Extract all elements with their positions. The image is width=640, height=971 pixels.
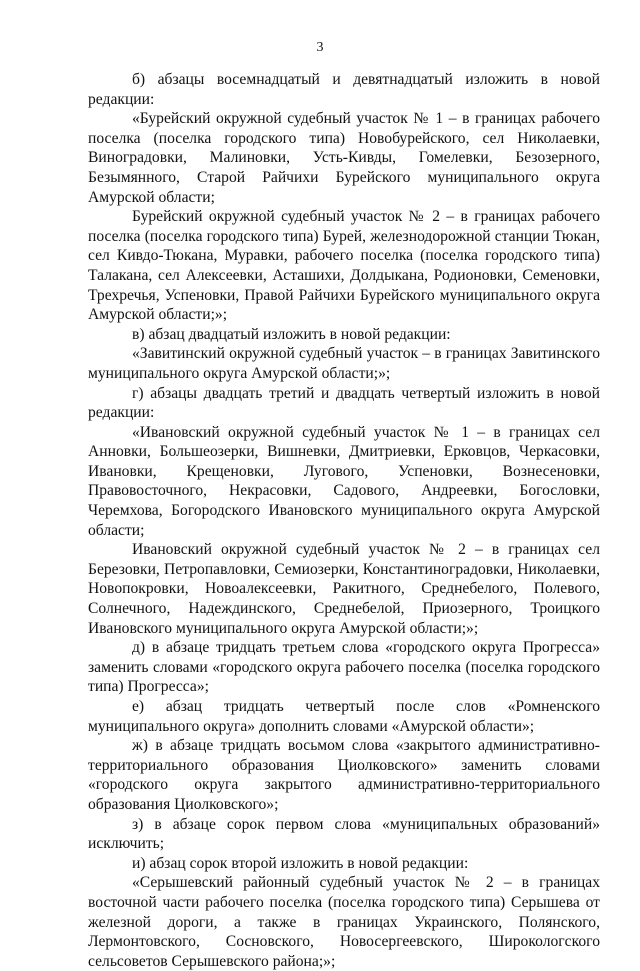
page-number: 3: [316, 40, 324, 55]
paragraph: в) абзац двадцатый изложить в новой редакции:: [132, 325, 451, 343]
paragraph: з) в абзаце сорок первом слова «муниципальных образований» исключить;: [88, 815, 600, 853]
paragraph: г) абзацы двадцать третий и двадцать четвертый изложить в новой редакции:: [88, 384, 600, 422]
paragraph: «Бурейский окружной судебный участок № 1 – в границах рабочего поселка (поселка городского типа) Новобурейского, сел Николаевки, Виноградовки, Малиновки, Усть-Кивды, Гомелевки, Безозерного, Безымянного, Старой Райчихи Бурейского муниципального округа Амурской области;: [88, 110, 600, 206]
document-body: [88, 70, 600, 971]
paragraph: б) абзацы восемнадцатый и девятнадцатый изложить в новой редакции:: [88, 71, 600, 108]
paragraph: е) абзац тридцать четвертый после слов «Ромненского муниципального округа» дополнить словами «Амурской области»;: [88, 698, 600, 735]
paragraph: «Серышевский районный судебный участок № 2 – в границах восточной части рабочего поселка (поселка городского типа) Серышева от железной дороги, а также в границах Украинского, Полянского, Лермонтовского, Сосновского, Новосергеевского, Широкологского сельсоветов Серышевского района;»;: [88, 874, 600, 970]
paragraph: «Ивановский окружной судебный участок № 1 – в границах сел Анновки, Большеозерки, Вишневки, Дмитриевки, Ерковцов, Черкасовки, Ивановки, Крещеновки, Лугового, Успеновки, Вознесеновки, Правовосточного, Некрасовки, Садового, Андреевки, Богословки, Черемхова, Богородского Ивановского муниципального округа Амурской области;: [88, 423, 600, 539]
paragraph: «Завитинский окружной судебный участок – в границах Завитинского муниципального округа Амурской области;»;: [88, 345, 600, 382]
paragraph: Ивановский окружной судебный участок № 2 – в границах сел Березовки, Петропавловки, Семиозерки, Константиноградовки, Николаевки, Новопокровки, Новоалексеевки, Ракитного, Среднебелого, Полевого, Солнечного, Надеждинского, Среднебелой, Приозерного, Троицкого Ивановского муниципального округа Амурской области;»;: [88, 541, 600, 637]
paragraph: ж) в абзаце тридцать восьмом слова «закрытого административно-территориального образования Циолковского» заменить словами «городского округа закрытого административно-территориального образования Циолковского»;: [88, 737, 600, 813]
paragraph: и) абзац сорок второй изложить в новой редакции:: [132, 854, 469, 872]
paragraph: д) в абзаце тридцать третьем слова «городского округа Прогресса» заменить словами «городского округа рабочего поселка (поселка городского типа) Прогресса»;: [88, 639, 600, 696]
paragraph: Бурейский окружной судебный участок № 2 – в границах рабочего поселка (поселка городского типа) Бурей, железнодорожной станции Тюкан, сел Кивдо-Тюкана, Муравки, рабочего поселка (поселка городского типа) Талакана, сел Алексеевки, Асташихи, Долдыкана, Родионовки, Семеновки, Трехречья, Успеновки, Правой Райчихи Бурейского муниципального округа Амурской области;»;: [88, 208, 600, 324]
